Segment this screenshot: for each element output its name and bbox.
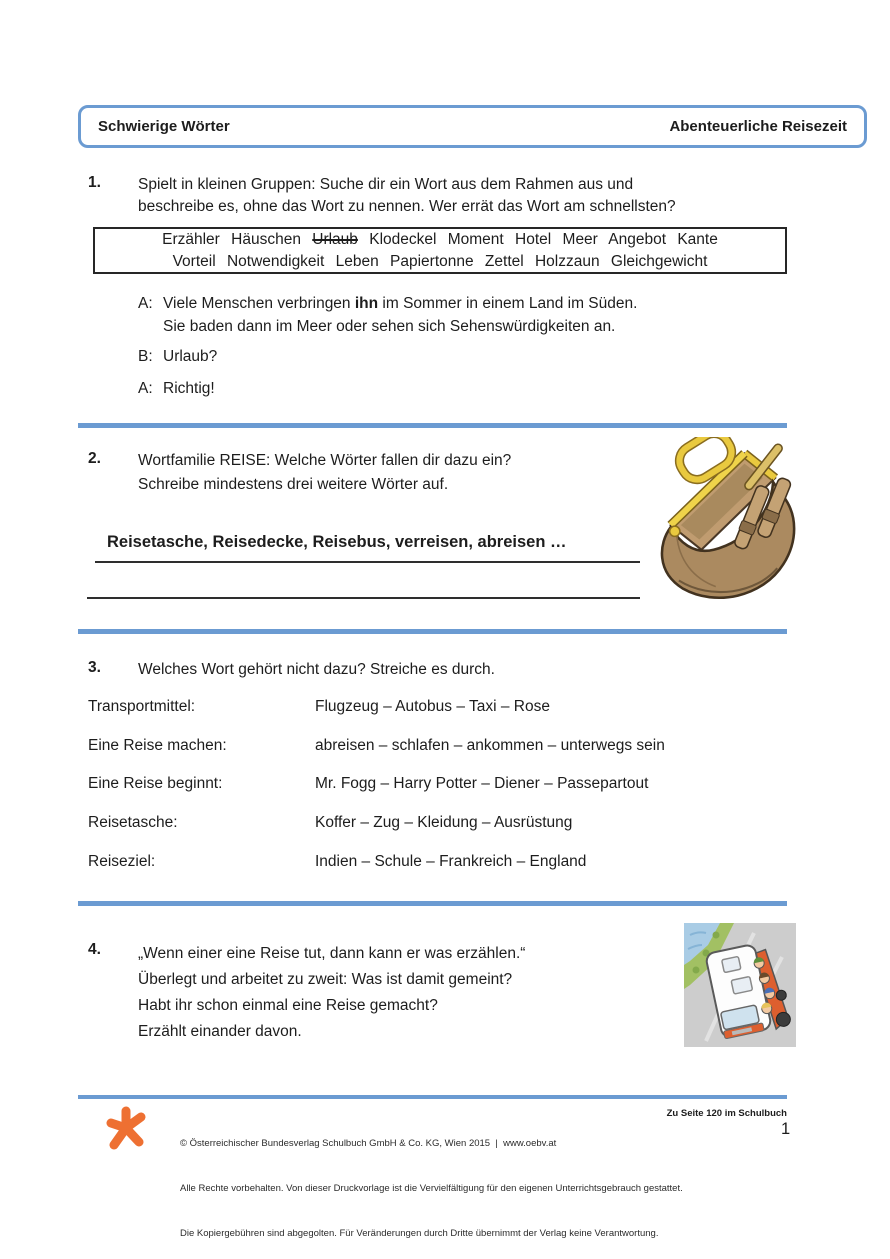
exercise3-row2-options: abreisen – schlafen – ankommen – unterwegs sein bbox=[315, 737, 665, 754]
oebv-logo-icon bbox=[106, 1104, 146, 1152]
bus-illustration bbox=[684, 923, 796, 1047]
dialog-b-text: Urlaub? bbox=[163, 348, 218, 365]
dialog-a2-text: Richtig! bbox=[163, 380, 215, 397]
exercise4-number: 4. bbox=[88, 941, 101, 958]
exercise2-answer-text: Reisetasche, Reisedecke, Reisebus, verreisen, abreisen … bbox=[107, 533, 567, 551]
dialog-a1-bold-word: ihn bbox=[354, 295, 379, 312]
exercise3-row4-options: Koffer – Zug – Kleidung – Ausrüstung bbox=[315, 814, 573, 831]
bus-icon bbox=[684, 923, 796, 1047]
exercise4-line4: Erzählt einander davon. bbox=[138, 1023, 302, 1040]
dialog-speaker-b: B: bbox=[138, 348, 153, 365]
footer-copyright-line2: Alle Rechte vorbehalten. Von dieser Druckvorlage ist die Vervielfältigung für den eigenen Unterrichtsgebrauch gestattet. bbox=[180, 1183, 683, 1194]
header-bar bbox=[78, 105, 867, 148]
section-divider-3 bbox=[78, 901, 787, 906]
exercise2-prompt-line2: Schreibe mindestens drei weitere Wörter auf. bbox=[138, 476, 449, 493]
travel-bag-icon bbox=[648, 437, 804, 603]
footer-copyright-line1: © Österreichischer Bundesverlag Schulbuch GmbH & Co. KG, Wien 2015 | www.oebv.at bbox=[180, 1138, 557, 1149]
word-box-line1-before: Erzähler Häuschen bbox=[162, 231, 313, 248]
dialog-speaker-a: A: bbox=[138, 295, 153, 312]
header-left-title: Schwierige Wörter bbox=[98, 118, 230, 135]
struck-word-urlaub: Urlaub bbox=[312, 231, 358, 248]
exercise3-row4-label: Reisetasche: bbox=[88, 814, 178, 831]
exercise3-row3-label: Eine Reise beginnt: bbox=[88, 775, 223, 792]
exercise1-number: 1. bbox=[88, 174, 101, 191]
exercise3-row2-label: Eine Reise machen: bbox=[88, 737, 227, 754]
section-divider-1 bbox=[78, 423, 787, 428]
answer-line-2 bbox=[87, 597, 640, 599]
word-box bbox=[93, 227, 787, 274]
dialog-line-b bbox=[138, 346, 778, 369]
exercise3-row5-label: Reiseziel: bbox=[88, 853, 156, 870]
footer-page-reference: Zu Seite 120 im Schulbuch bbox=[666, 1108, 787, 1119]
answer-line-1 bbox=[95, 561, 640, 563]
dialog-a1-line2: Sie baden dann im Meer oder sehen sich Sehenswürdigkeiten an. bbox=[163, 317, 616, 335]
footer-divider bbox=[78, 1095, 787, 1099]
dialog-speaker-a2: A: bbox=[138, 380, 153, 397]
dialog-a1-text bbox=[163, 293, 778, 316]
footer-copyright-line3: Die Kopiergebühren sind abgegolten. Für Veränderungen durch Dritte übernimmt der Verlag keine Verantwortung. bbox=[180, 1228, 659, 1239]
word-box-line2: Vorteil Notwendigkeit Leben Papiertonne Zettel Holzzaun Gleichgewicht bbox=[172, 253, 708, 270]
dialog-line-a1 bbox=[138, 293, 778, 338]
header-right-title: Abenteuerliche Reisezeit bbox=[669, 118, 847, 135]
exercise1-prompt-line1: Spielt in kleinen Gruppen: Suche dir ein Wort aus dem Rahmen aus und bbox=[138, 176, 634, 193]
exercise1-prompt-line2: beschreibe es, ohne das Wort zu nennen. Wer errät das Wort am schnellsten? bbox=[138, 198, 676, 215]
dialog-line-a2 bbox=[138, 378, 778, 401]
footer-copyright bbox=[180, 1106, 683, 1259]
exercise2-prompt-line1: Wortfamilie REISE: Welche Wörter fallen dir dazu ein? bbox=[138, 452, 512, 469]
exercise2-number: 2. bbox=[88, 450, 101, 467]
page-number: 1 bbox=[781, 1120, 791, 1138]
dialog-a1-post: im Sommer in einem Land im Süden. bbox=[378, 295, 638, 312]
exercise3-number: 3. bbox=[88, 659, 101, 676]
section-divider-2 bbox=[78, 629, 787, 634]
exercise3-row1-label: Transportmittel: bbox=[88, 698, 196, 715]
word-box-line1 bbox=[95, 229, 785, 251]
exercise3-row5-options: Indien – Schule – Frankreich – England bbox=[315, 853, 587, 870]
dialog-a1-pre: Viele Menschen verbringen bbox=[163, 295, 355, 312]
exercise3-prompt: Welches Wort gehört nicht dazu? Streiche es durch. bbox=[138, 661, 495, 678]
travel-bag-illustration bbox=[648, 437, 804, 603]
exercise3-row1-options: Flugzeug – Autobus – Taxi – Rose bbox=[315, 698, 550, 715]
exercise3-row3-options: Mr. Fogg – Harry Potter – Diener – Passepartout bbox=[315, 775, 649, 792]
exercise4-line3: Habt ihr schon einmal eine Reise gemacht? bbox=[138, 997, 438, 1014]
exercise4-line1: „Wenn einer eine Reise tut, dann kann er was erzählen.“ bbox=[138, 945, 526, 962]
exercise4-line2: Überlegt und arbeitet zu zweit: Was ist damit gemeint? bbox=[138, 971, 513, 988]
word-box-line1-after: Klodeckel Moment Hotel Meer Angebot Kante bbox=[357, 231, 718, 248]
